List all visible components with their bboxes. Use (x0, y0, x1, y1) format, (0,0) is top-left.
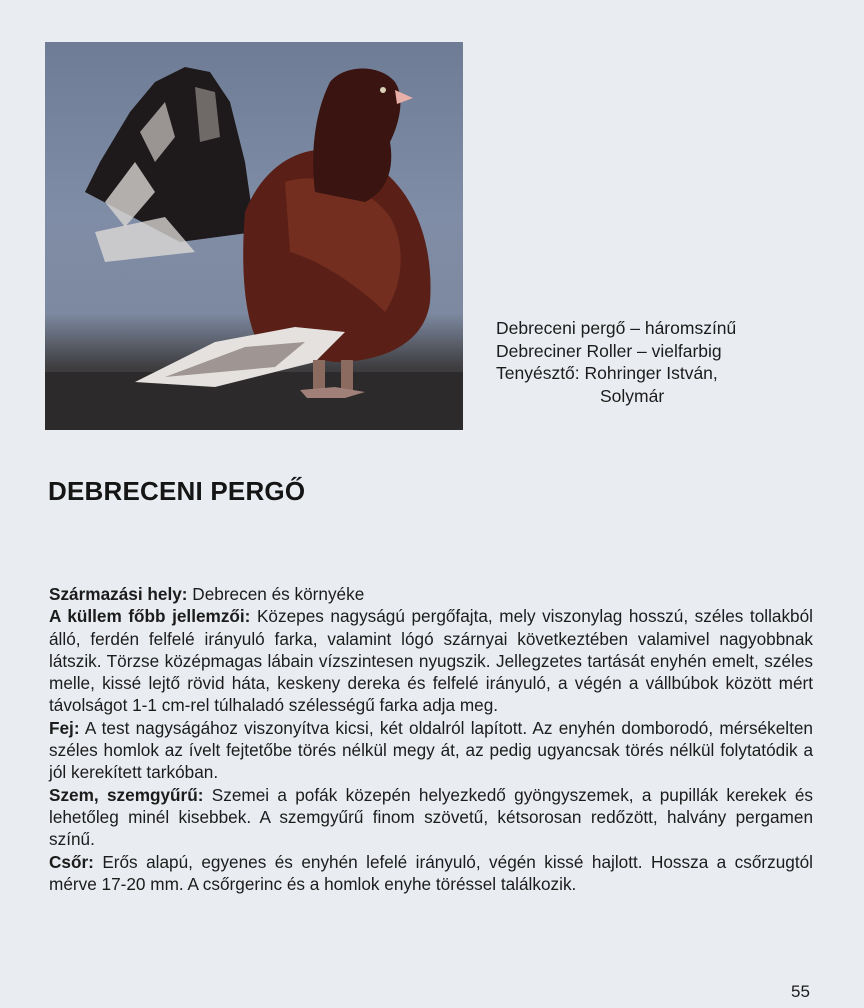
section-text: Szemei a pofák közepén helyezkedő gyöngyszemek, a pupillák kerekek és lehetőleg minél kisebbek. A szemgyűrű finom szövetű, kétsorosan redőzött, halvány pergamen színű. (49, 784, 813, 850)
caption-line-2: Debreciner Roller – vielfarbig (496, 340, 722, 361)
page-number: 55 (791, 982, 810, 1001)
page-title: DEBRECENI PERGŐ (48, 476, 306, 506)
caption-line-3: Tenyésztő: Rohringer István, (496, 363, 718, 383)
section-appearance (49, 605, 813, 716)
section-head (49, 717, 813, 784)
section-beak (49, 851, 813, 896)
section-eye (49, 784, 813, 851)
section-label: Szem, szemgyűrű: (49, 784, 204, 805)
description-body (49, 583, 813, 895)
section-label: Származási hely: (49, 584, 188, 604)
section-label: A küllem főbb jellemzői: (49, 606, 251, 627)
pigeon-illustration (45, 42, 463, 430)
section-label: Fej: (49, 717, 80, 738)
caption-line-1: Debreceni pergő – háromszínű (496, 318, 737, 338)
photo-caption (496, 317, 736, 407)
section-label: Csőr: (49, 851, 94, 872)
pigeon-photo (45, 42, 463, 430)
section-origin (49, 583, 813, 605)
section-text: A test nagyságához viszonyítva kicsi, két oldalról lapított. Az enyhén domborodó, mérsékelten széles homlok az ívelt fejtetőbe törés nélkül megy át, az pedig ugyancsak törés nélkül folytatódik a jól kerekített tarkóban. (49, 717, 813, 783)
section-text: Közepes nagyságú pergőfajta, mely viszonylag hosszú, széles tollakból álló, ferdén felfelé irányuló farka, valamint lógó szárnyai következtében valamivel nagyobbnak látszik. Törzse középmagas lábain vízszintesen nyugszik. Jellegzetes tartását enyhén emelt, széles melle, kissé lejtő rövid háta, keskeny dereka és felfelé irányuló, a végén a vállbúbok között mért távolságot 1-1 cm-rel túlhaladó szélességű farka adja meg. (49, 606, 813, 716)
section-text: Debrecen és környéke (187, 584, 365, 604)
section-text: Erős alapú, egyenes és enyhén lefelé irányuló, végén kissé hajlott. Hossza a csőrzugtól mérve 17-20 mm. A csőrgerinc és a homlok enyhe töréssel találkozik. (49, 851, 813, 894)
caption-line-4: Solymár (600, 385, 665, 406)
